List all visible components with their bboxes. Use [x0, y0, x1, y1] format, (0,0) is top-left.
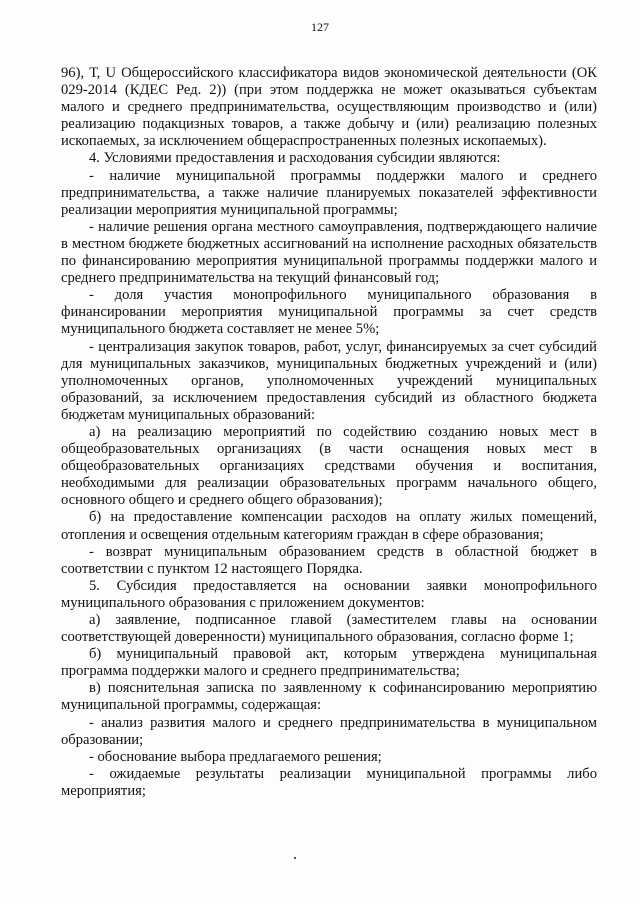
paragraph-expected-results: - ожидаемые результаты реализации муниципальной программы либо мероприятия; [61, 765, 597, 799]
paragraph-doc-c-explanatory-note: в) пояснительная записка по заявленному к софинансированию мероприятию муниципальной программы, содержащая: [61, 680, 597, 714]
paragraph-funds-return: - возврат муниципальным образованием средств в областной бюджет в соответствии с пунктом 12 настоящего Порядка. [61, 543, 597, 577]
paragraph-analysis: - анализ развития малого и среднего предпринимательства в муниципальном образовании; [61, 714, 597, 748]
scan-speck [294, 857, 296, 859]
paragraph-cofinancing-share: - доля участия монопрофильного муниципального образования в финансировании мероприятия муниципальной программы за счет средств муниципального бюджета составляет не менее 5%; [61, 287, 597, 338]
paragraph-program-presence: - наличие муниципальной программы поддержки малого и среднего предпринимательства, а также наличие планируемых показателей эффективности реализации мероприятия муниципальной программы; [61, 167, 597, 218]
paragraph-item-b-compensation: б) на предоставление компенсации расходов на оплату жилых помещений, отопления и освещения отдельным категориям граждан в сфере образования; [61, 509, 597, 543]
paragraph-procurement-centralization: - централизация закупок товаров, работ, услуг, финансируемых за счет субсидий для муниципальных заказчиков, муниципальных бюджетных учреждений и (или) уполномоченных органов, уполномоченных учреждений муниципальных образований, за исключением предоставления субсидий из областного бюджета бюджетам муниципальных образований: [61, 338, 597, 423]
paragraph-budget-decision: - наличие решения органа местного самоуправления, подтверждающего наличие в местном бюджете бюджетных ассигнований на исполнение расходных обязательств по финансированию мероприятия муниципальной программы поддержки малого и среднего предпринимательства на текущий финансовый год; [61, 218, 597, 287]
paragraph-conditions-heading: 4. Условиями предоставления и расходования субсидии являются: [89, 150, 501, 167]
paragraph-item-a-new-places: а) на реализацию мероприятий по содействию созданию новых мест в общеобразовательных организациях (в части оснащения новых мест в общеобразовательных организациях средствами обучения и воспитания, необходимыми для реализации образовательных программ начального общего, основного общего и среднего общего образования); [61, 423, 597, 509]
paragraph-application-basis: 5. Субсидия предоставляется на основании заявки монопрофильного муниципального образования с приложением документов: [61, 577, 597, 611]
paragraph-classifier-continuation: 96), Т, U Общероссийского классификатора видов экономической деятельности (ОК 029-2014 (КДЕС Ред. 2)) (при этом поддержка не может оказываться субъектам малого и среднего предпринимательства, осуществляющим производство и (или) реализацию подакцизных товаров, а также добычу и (или) реализацию полезных ископаемых, за исключением общераспространенных полезных ископаемых). [61, 65, 597, 150]
document-body [61, 65, 597, 800]
paragraph-solution-rationale: - обоснование выбора предлагаемого решения; [89, 748, 382, 765]
paragraph-doc-b-legal-act: б) муниципальный правовой акт, которым утверждена муниципальная программа поддержки малого и среднего предпринимательства; [61, 646, 597, 680]
page-number: 127 [311, 20, 329, 34]
paragraph-doc-a-statement: а) заявление, подписанное главой (заместителем главы на основании соответствующей доверенности) муниципального образования, согласно форме 1; [61, 612, 597, 646]
